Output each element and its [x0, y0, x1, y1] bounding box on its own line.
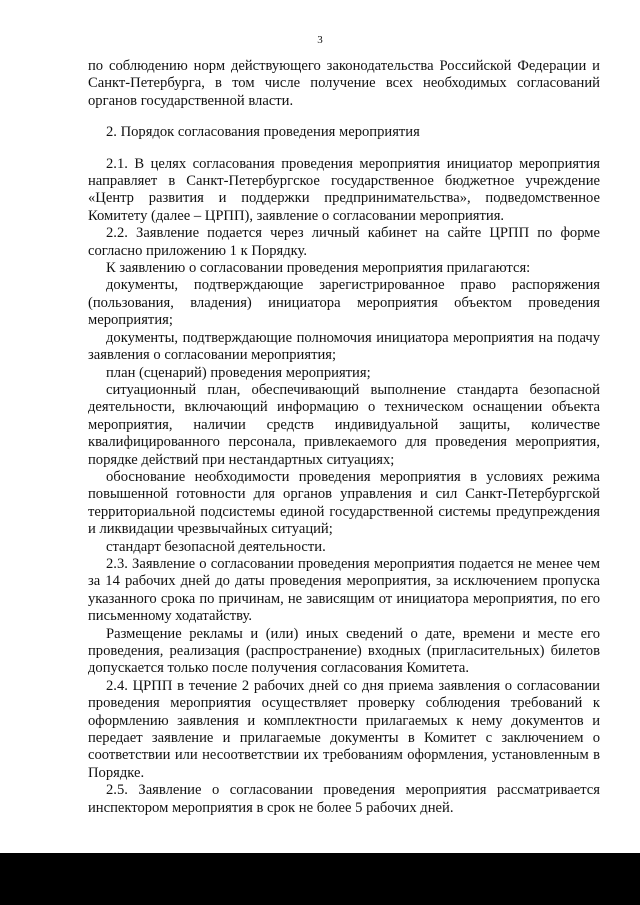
attachment-justification: обоснование необходимости проведения мероприятия в условиях режима повышенной готовности для органов управления и сил Санкт-Петербургской территориальной подсистемы единой государственной системы предупреждения и ликвидации чрезвычайных ситуаций; — [88, 468, 600, 538]
clause-2-4: 2.4. ЦРПП в течение 2 рабочих дней со дня приема заявления о согласовании проведения мероприятия осуществляет проверку соблюдения требований к оформлению заявления и комплектности прилагаемых к нему документов и передает заявление и прилагаемые документы в Комитет с заключением о соответствии или несоответствии их требованиям оформления, установленным в Порядке. — [88, 677, 600, 781]
clause-2-1: 2.1. В целях согласования проведения мероприятия инициатор мероприятия направляет в Санкт-Петербургское государственное бюджетное учреждение «Центр развития и поддержки предпринимательства», подведомственное Комитету (далее – ЦРПП), заявление о согласовании мероприятия. — [88, 155, 600, 224]
attachment-ownership-docs: документы, подтверждающие зарегистрированное право распоряжения (пользования, владения) инициатора мероприятия объектом проведения мероприятия; — [88, 277, 600, 329]
attachments-intro: К заявлению о согласовании проведения мероприятия прилагаются: — [106, 260, 531, 277]
attachment-plan: план (сценарий) проведения мероприятия; — [106, 364, 371, 381]
attachment-safety-standard: стандарт безопасной деятельности. — [106, 538, 326, 555]
clause-2-2: 2.2. Заявление подается через личный кабинет на сайте ЦРПП по форме согласно приложению 1 к Порядку. — [88, 225, 600, 259]
advertising-paragraph: Размещение рекламы и (или) иных сведений о дате, времени и месте его проведения, реализация (распространение) входных (пригласительных) билетов допускается только после получения согласования Комитета. — [88, 625, 600, 677]
scan-bottom-border — [0, 853, 640, 905]
clause-2-3: 2.3. Заявление о согласовании проведения мероприятия подается не менее чем за 14 рабочих дней до даты проведения мероприятия, за исключением пропуска указанного срока по причинам, не зависящим от инициатора мероприятия, по его письменному ходатайству. — [88, 555, 600, 625]
attachment-authority-docs: документы, подтверждающие полномочия инициатора мероприятия на подачу заявления о согласовании мероприятия; — [88, 329, 600, 364]
page-number: 3 — [317, 34, 323, 46]
clause-2-5: 2.5. Заявление о согласовании проведения мероприятия рассматривается инспектором мероприятия в срок не более 5 рабочих дней. — [88, 782, 600, 816]
section-heading: 2. Порядок согласования проведения мероприятия — [106, 124, 420, 141]
paragraph-intro: по соблюдению норм действующего законодательства Российской Федерации и Санкт-Петербурга, в том числе получение всех необходимых согласований органов государственной власти. — [88, 58, 600, 109]
document-body — [88, 58, 600, 817]
attachment-situational-plan: ситуационный план, обеспечивающий выполнение стандарта безопасной деятельности, включающий информацию о техническом оснащении объекта мероприятия, наличии средств индивидуальной защиты, количестве квалифицированного персонала, привлекаемого для проведения мероприятия, порядке действий при нестандартных ситуациях; — [88, 381, 600, 468]
